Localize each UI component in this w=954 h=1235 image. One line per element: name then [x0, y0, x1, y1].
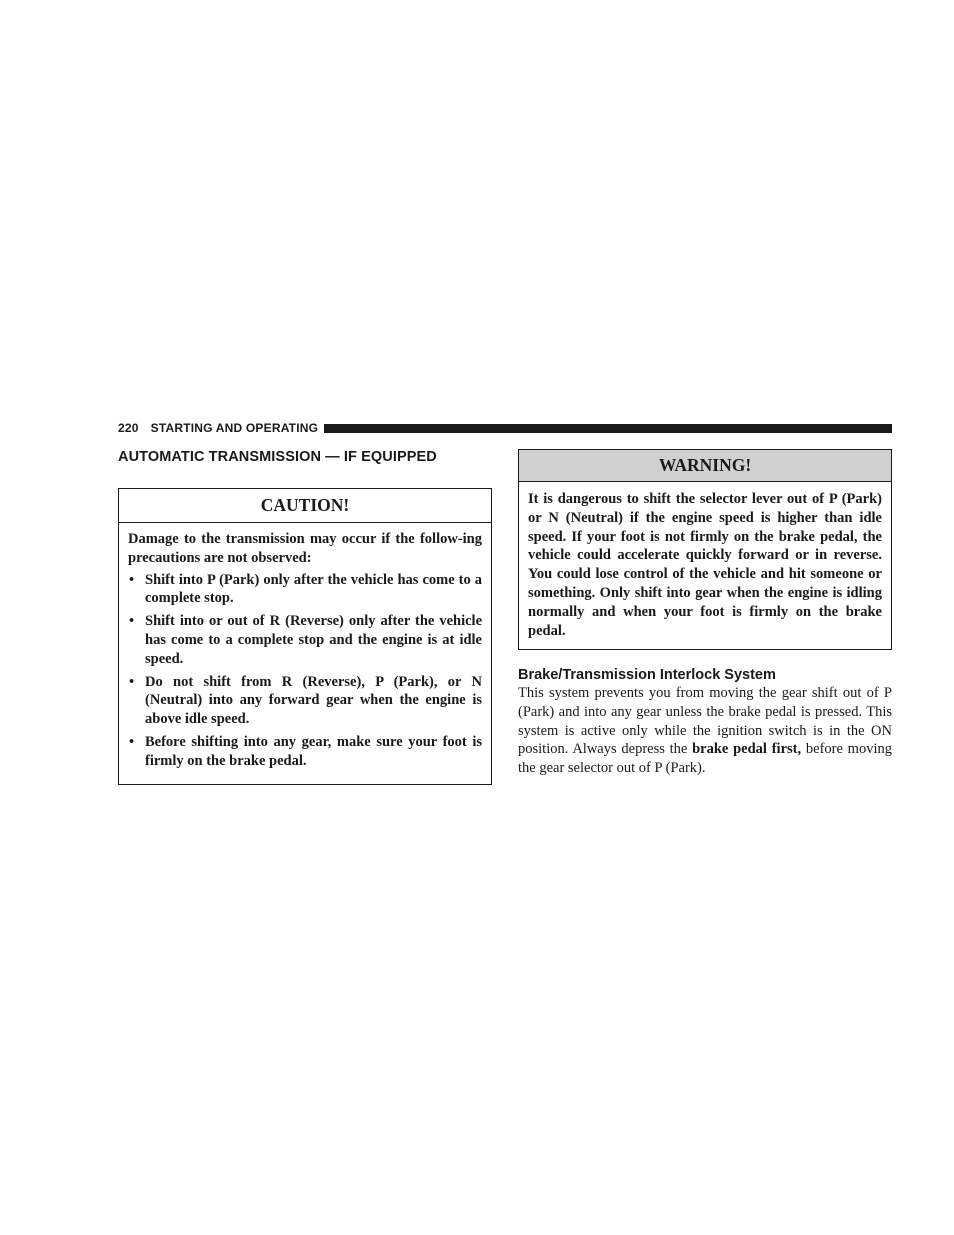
caution-body — [119, 523, 491, 784]
emphasis-text: brake pedal first, — [692, 741, 802, 758]
caution-intro: Damage to the transmission may occur if the follow-ing precautions are not observed: — [128, 531, 482, 566]
interlock-paragraph: This system prevents you from moving the gear shift out of P (Park) and into any gear unless the brake pedal is pressed. This system is active only while the ignition switch is in the ON position. Always depress the brake pedal first, before moving the gear selector out of P (Park). — [518, 685, 892, 777]
list-item: • Before shifting into any gear, make sure your foot is firmly on the brake pedal. — [129, 733, 482, 769]
list-item: • Do not shift from R (Reverse), P (Park), or N (Neutral) into any forward gear when the engine is above idle speed. — [129, 673, 482, 728]
bullet-icon: • — [129, 673, 135, 690]
caution-title: CAUTION! — [119, 489, 491, 523]
bullet-icon: • — [129, 613, 135, 630]
caution-box — [118, 488, 492, 785]
bullet-icon: • — [129, 571, 135, 588]
section-title: STARTING AND OPERATING — [150, 421, 319, 435]
warning-title: WARNING! — [519, 450, 891, 482]
list-item: • Shift into P (Park) only after the vehicle has come to a complete stop. — [129, 571, 482, 607]
warning-body: It is dangerous to shift the selector lever out of P (Park) or N (Neutral) if the engine speed is higher than idle speed. If your foot is not firmly on the brake pedal, the vehicle could accelerate quickly forward or in reverse. You could lose control of the vehicle and hit someone or something. Only shift into gear when the engine is idling normally and when your foot is firmly on the brake pedal. — [528, 491, 882, 639]
right-column — [518, 449, 892, 778]
bullet-icon: • — [129, 733, 135, 750]
left-column — [118, 448, 492, 785]
interlock-heading: Brake/Transmission Interlock System — [518, 667, 776, 684]
header-rule — [324, 424, 892, 433]
page-header — [118, 420, 892, 436]
list-item: • Shift into or out of R (Reverse) only after the vehicle has come to a complete stop and the engine is at idle speed. — [129, 613, 482, 667]
section-heading: AUTOMATIC TRANSMISSION — IF EQUIPPED — [118, 449, 437, 465]
warning-box — [518, 449, 892, 650]
caution-list — [128, 571, 482, 771]
page-number: 220 — [118, 421, 139, 435]
